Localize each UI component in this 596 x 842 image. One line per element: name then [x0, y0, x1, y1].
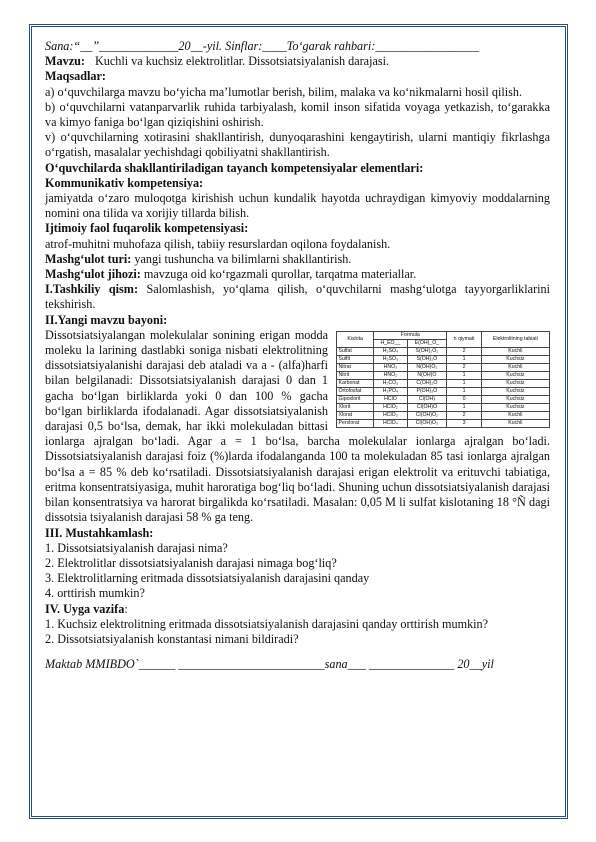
- yangi-mavzu-heading: II.Yangi mavzu bayoni:: [45, 312, 168, 327]
- row-elektrolit: Kuchli: [481, 363, 549, 371]
- row-kislota: Ortofosfat: [337, 387, 374, 395]
- row-n-qiymati: 1: [447, 371, 481, 379]
- footer-signature-line: Maktab MMIBDO`______ ________________________sana___ ______________ 20__yil: [45, 657, 494, 672]
- mashgulot-jihozi-line: [45, 267, 550, 282]
- row-elektrolit: Kuchli: [481, 411, 549, 419]
- row-kislota: Xlorat: [337, 411, 374, 419]
- mashgulot-turi-text: yangi tushuncha va bilimlarni shakllantirish.: [131, 251, 352, 266]
- table-body: [337, 347, 550, 427]
- row-elektrolit: Kuchli: [481, 347, 549, 355]
- uyga-vazifa-item-1: 1. Kuchsiz elektrolitning eritmada dissotsiatsiyalanish darajasini qanday orttirish mumkin?: [45, 616, 489, 631]
- col-formula-b: E(OH)_O_: [407, 339, 447, 347]
- row-elektrolit: Kuchsiz: [481, 395, 549, 403]
- ijtimoiy-text: atrof-muhitni muhofaza qilish, tabiiy resurslardan oqilona foydalanish.: [45, 236, 391, 251]
- mashgulot-turi-label: Mashg‘ulot turi:: [45, 251, 132, 266]
- mustahkamlash-item-1: 1. Dissotsiatsiyalanish darajasi nima?: [45, 540, 228, 555]
- ijtimoiy-heading: Ijtimoiy faol fuqarolik kompetensiyasi:: [45, 221, 249, 236]
- uyga-vazifa-colon: :: [124, 601, 128, 616]
- header-date-line: Sana:“__”_____________20__-yil. Sinflar:____To‘garak rahbari:_________________: [45, 39, 479, 53]
- electrolyte-table-wrapper: [336, 331, 550, 428]
- row-formula-a: HNO₂: [374, 371, 407, 379]
- row-kislota: Sulfat: [337, 347, 374, 355]
- mustahkamlash-item-2: 2. Elektrolitlar dissotsiatsiyalanish darajasi nimaga bog‘liq?: [45, 555, 337, 570]
- tashkiliy-label: I.Tashkiliy qism:: [45, 282, 139, 297]
- row-formula-a: H₂CO₃: [374, 379, 407, 387]
- col-kislota: Kislota: [337, 331, 374, 347]
- row-formula-b: N(OH)O: [407, 371, 447, 379]
- uyga-vazifa-heading: IV. Uyga vazifa: [45, 601, 125, 616]
- row-elektrolit: Kuchsiz: [481, 355, 549, 363]
- table-row: [337, 355, 550, 363]
- mustahkamlash-item-4: 4. orttirish mumkin?: [45, 586, 145, 601]
- mashgulot-jihozi-label: Mashg‘ulot jihozi:: [45, 267, 141, 282]
- row-formula-a: HNO₃: [374, 363, 407, 371]
- row-n-qiymati: 2: [447, 347, 481, 355]
- row-formula-b: P(OH)₃O: [407, 387, 447, 395]
- row-elektrolit: Kuchli: [481, 419, 549, 427]
- row-n-qiymati: 2: [447, 411, 481, 419]
- table-row: [337, 395, 550, 403]
- row-kislota: Gipoxlorit: [337, 395, 374, 403]
- row-kislota: Nitrat: [337, 363, 374, 371]
- table-row: [337, 363, 550, 371]
- maqsad-item-a: a) o‘quvchilarga mavzu bo‘yicha ma’lumotlar berish, bilim, malaka va ko‘nikmalarni hosil qilish.: [45, 84, 522, 99]
- uyga-vazifa-heading-line: [45, 602, 550, 617]
- row-elektrolit: Kuchsiz: [481, 379, 549, 387]
- mustahkamlash-item-3: 3. Elektrolitlarning eritmada dissotsiatsiyalanish darajasini qanday: [45, 571, 370, 586]
- row-formula-a: HClO₃: [374, 411, 407, 419]
- row-kislota: Sulfit: [337, 355, 374, 363]
- lesson-plan-document: [45, 39, 550, 672]
- col-formula: Formula: [374, 331, 447, 339]
- row-formula-a: H₃PO₄: [374, 387, 407, 395]
- row-formula-b: Cl(OH)O₃: [407, 419, 447, 427]
- col-n-qiymati: n qiymati: [447, 331, 481, 347]
- row-n-qiymati: 1: [447, 403, 481, 411]
- row-formula-b: Cl(OH)O: [407, 403, 447, 411]
- table-row: [337, 411, 550, 419]
- table-row: [337, 403, 550, 411]
- row-n-qiymati: 1: [447, 379, 481, 387]
- row-n-qiymati: 3: [447, 419, 481, 427]
- mashgulot-turi-line: [45, 252, 550, 267]
- kommunikativ-text: jamiyatda o‘zaro muloqotga kirishish uchun kundalik hayotda uchraydigan kimyoviy moddalarning nomini ona tilida va xorijiy tillarda bilish.: [45, 191, 550, 221]
- row-formula-a: HClO₄: [374, 419, 407, 427]
- mashgulot-jihozi-text: mavzuga oid ko‘rgazmali qurollar, tarqatma materiallar.: [140, 267, 417, 282]
- maqsadlar-heading: Maqsadlar:: [45, 69, 106, 84]
- uyga-vazifa-item-2: 2. Dissotsiatsiyalanish konstantasi nimani bildiradi?: [45, 631, 299, 646]
- mavzu-line: [45, 54, 550, 69]
- kommunikativ-heading: Kommunikativ kompetensiya:: [45, 175, 204, 190]
- row-formula-a: HClO: [374, 395, 407, 403]
- tashkiliy-qism: [45, 282, 550, 312]
- mavzu-text: Kuchli va kuchsiz elektrolitlar. Dissotsiatsiyalanish darajasi.: [94, 54, 390, 69]
- row-n-qiymati: 1: [447, 355, 481, 363]
- row-n-qiymati: 2: [447, 363, 481, 371]
- yangi-mavzu-text: Dissotsiatsiyalangan molekulalar sonining erigan modda moleku la larining dastlabki soniga nisbati elektrolitning dissotsiatsiyalanishi darajasi deb ataladi va a - (alfa)harfi bilan belgilanadi: Dissotsiatsiyalanish darajasi 0 dan 1 gacha bo‘lgan birliklarda yoki 0 dan 100 % gacha bo‘lgan birliklarda ifodalanadi. Agar dissotsiatsiyalanish darajasi 0,5 bo‘lsa, demak, har ikki molekuladan bittasi ionlarga ajralgan bo‘ladi. Agar a = 1 bo‘lsa, barcha molekulalar ionlarga ajralgan bo‘ladi. Dissotsiatsiyalanish darajasi foiz (%)larda ifodalanganda 100 ta molekuladan 85 tasi ionlarga ajralgan bo‘lsa a = 85 % deb ko‘rsatiladi. Dissotsiatsiyalanish darajasi erigan elektrolit va erituvchi tabiatiga, eritma konsentratsiyasiga, muhit haroratiga bog‘liq bo‘ladi. Shuning uchun dissotsiatsiyalanish darajasi bilan konsentratsiya va harorat birgalikda ko‘rsatiladi. Masalan: 0,05 M li sulfat kislotaning 18 °Ñ dagi dissotsia tsiyalanish darajasi 58 % ga teng.: [45, 327, 550, 525]
- electrolyte-table: [336, 331, 550, 428]
- mavzu-label: Mavzu:: [45, 54, 85, 69]
- table-row: [337, 371, 550, 379]
- row-formula-a: HClO₂: [374, 403, 407, 411]
- row-n-qiymati: 1: [447, 387, 481, 395]
- table-row: [337, 387, 550, 395]
- row-elektrolit: Kuchsiz: [481, 387, 549, 395]
- row-n-qiymati: 0: [447, 395, 481, 403]
- table-row: [337, 379, 550, 387]
- tashkiliy-text: Salomlashish, yo‘qlama qilish, o‘quvchilarni mashg‘ulotga tayyorgarliklarini tekshirish.: [45, 282, 550, 312]
- row-formula-b: Cl(OH): [407, 395, 447, 403]
- row-formula-b: C(OH)₂O: [407, 379, 447, 387]
- table-row: [337, 347, 550, 355]
- row-kislota: Xlorit: [337, 403, 374, 411]
- row-kislota: Perxlorat: [337, 419, 374, 427]
- row-kislota: Nitrit: [337, 371, 374, 379]
- maqsad-item-b: b) o‘quvchilarni vatanparvarlik ruhida tarbiyalash, komil inson sifatida voyaga yetkazish, to‘garakka va kimyo faniga bo‘lgan qiziqishini oshirish.: [45, 99, 550, 130]
- row-kislota: Karbonat: [337, 379, 374, 387]
- table-row: [337, 419, 550, 427]
- row-formula-b: S(OH)₂O: [407, 355, 447, 363]
- kompetensiya-heading: O‘quvchilarda shakllantiriladigan tayanch kompetensiyalar elementlari:: [45, 160, 424, 175]
- row-formula-b: S(OH)₂O₂: [407, 347, 447, 355]
- row-formula-a: H₂SO₃: [374, 355, 407, 363]
- col-elektrolit: Elektrolitning tabiati: [481, 331, 549, 347]
- row-formula-b: N(OH)O₂: [407, 363, 447, 371]
- row-formula-a: H₂SO₄: [374, 347, 407, 355]
- row-elektrolit: Kuchsiz: [481, 403, 549, 411]
- table-header-row: [337, 331, 550, 339]
- mustahkamlash-heading: III. Mustahkamlash:: [45, 525, 154, 540]
- maqsad-item-v: v) o‘quvchilarning xotirasini shakllantirish, dunyoqarashini kengaytirish, ularni mantiqiy fikrlashga o‘rgatish, masalalar yechishdagi qobiliyatni shakllantirish.: [45, 130, 550, 160]
- row-formula-b: Cl(OH)O₂: [407, 411, 447, 419]
- col-formula-a: H_EO__: [374, 339, 407, 347]
- row-elektrolit: Kuchsiz: [481, 371, 549, 379]
